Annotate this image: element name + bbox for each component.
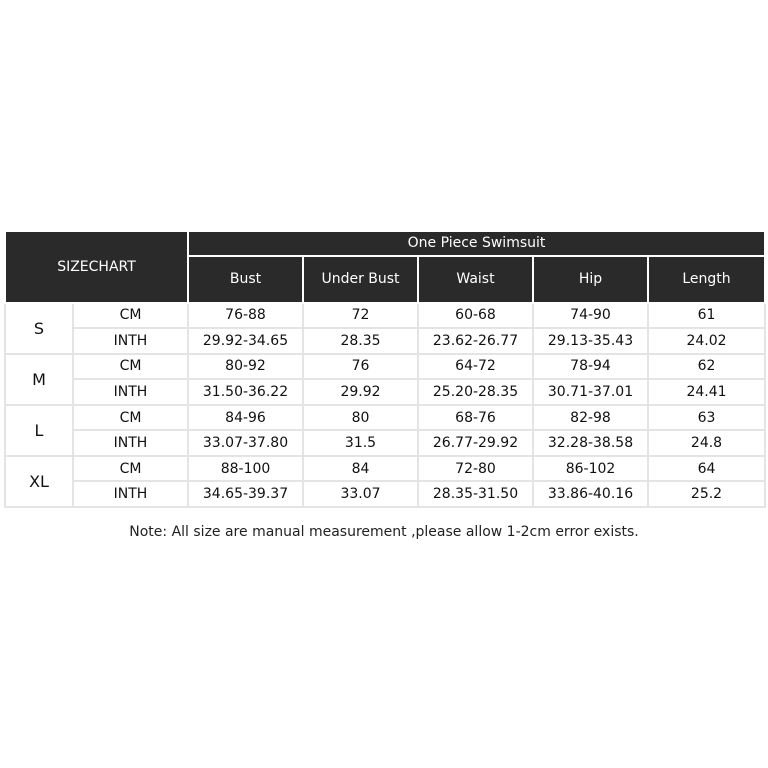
measurement-cell: 24.8 <box>648 430 765 456</box>
measurement-cell: 31.5 <box>303 430 418 456</box>
measurement-cell: 25.20-28.35 <box>418 379 533 405</box>
measurement-cell: 60-68 <box>418 303 533 329</box>
table-row <box>5 303 765 329</box>
measurement-cell: 24.02 <box>648 328 765 354</box>
unit-label: INTH <box>73 379 188 405</box>
measurement-note: Note: All size are manual measurement ,please allow 1-2cm error exists. <box>129 524 639 540</box>
column-header-waist: Waist <box>418 256 533 303</box>
size-label: S <box>5 303 73 354</box>
sizechart-corner-label: SIZECHART <box>5 231 188 303</box>
measurement-cell: 76 <box>303 354 418 380</box>
measurement-cell: 33.07-37.80 <box>188 430 303 456</box>
measurement-cell: 62 <box>648 354 765 380</box>
table-row <box>5 430 765 456</box>
measurement-cell: 33.07 <box>303 481 418 507</box>
measurement-cell: 80 <box>303 405 418 431</box>
table-row <box>5 379 765 405</box>
measurement-cell: 80-92 <box>188 354 303 380</box>
measurement-cell: 72 <box>303 303 418 329</box>
measurement-cell: 84-96 <box>188 405 303 431</box>
measurement-cell: 68-76 <box>418 405 533 431</box>
measurement-cell: 30.71-37.01 <box>533 379 648 405</box>
table-row <box>5 354 765 380</box>
measurement-cell: 33.86-40.16 <box>533 481 648 507</box>
table-row <box>5 456 765 482</box>
measurement-cell: 78-94 <box>533 354 648 380</box>
measurement-cell: 25.2 <box>648 481 765 507</box>
size-label: L <box>5 405 73 456</box>
table-row <box>5 405 765 431</box>
column-header-length: Length <box>648 256 765 303</box>
measurement-cell: 63 <box>648 405 765 431</box>
size-chart-table <box>4 230 766 508</box>
measurement-cell: 74-90 <box>533 303 648 329</box>
table-row <box>5 328 765 354</box>
measurement-cell: 24.41 <box>648 379 765 405</box>
unit-label: CM <box>73 354 188 380</box>
measurement-cell: 64-72 <box>418 354 533 380</box>
measurement-cell: 84 <box>303 456 418 482</box>
column-header-under-bust: Under Bust <box>303 256 418 303</box>
unit-label: INTH <box>73 430 188 456</box>
column-header-hip: Hip <box>533 256 648 303</box>
measurement-cell: 32.28-38.58 <box>533 430 648 456</box>
unit-label: INTH <box>73 328 188 354</box>
unit-label: INTH <box>73 481 188 507</box>
measurement-cell: 31.50-36.22 <box>188 379 303 405</box>
measurement-cell: 29.92-34.65 <box>188 328 303 354</box>
measurement-cell: 23.62-26.77 <box>418 328 533 354</box>
size-label: XL <box>5 456 73 507</box>
title-row <box>5 231 765 256</box>
measurement-cell: 88-100 <box>188 456 303 482</box>
unit-label: CM <box>73 405 188 431</box>
measurement-cell: 28.35 <box>303 328 418 354</box>
product-title: One Piece Swimsuit <box>188 231 765 256</box>
measurement-cell: 76-88 <box>188 303 303 329</box>
unit-label: CM <box>73 456 188 482</box>
measurement-cell: 64 <box>648 456 765 482</box>
column-header-bust: Bust <box>188 256 303 303</box>
measurement-cell: 34.65-39.37 <box>188 481 303 507</box>
measurement-cell: 82-98 <box>533 405 648 431</box>
unit-label: CM <box>73 303 188 329</box>
measurement-cell: 86-102 <box>533 456 648 482</box>
measurement-cell: 29.13-35.43 <box>533 328 648 354</box>
measurement-cell: 29.92 <box>303 379 418 405</box>
measurement-cell: 28.35-31.50 <box>418 481 533 507</box>
size-label: M <box>5 354 73 405</box>
measurement-cell: 61 <box>648 303 765 329</box>
measurement-cell: 72-80 <box>418 456 533 482</box>
measurement-cell: 26.77-29.92 <box>418 430 533 456</box>
size-chart-body <box>5 231 765 507</box>
table-row <box>5 481 765 507</box>
